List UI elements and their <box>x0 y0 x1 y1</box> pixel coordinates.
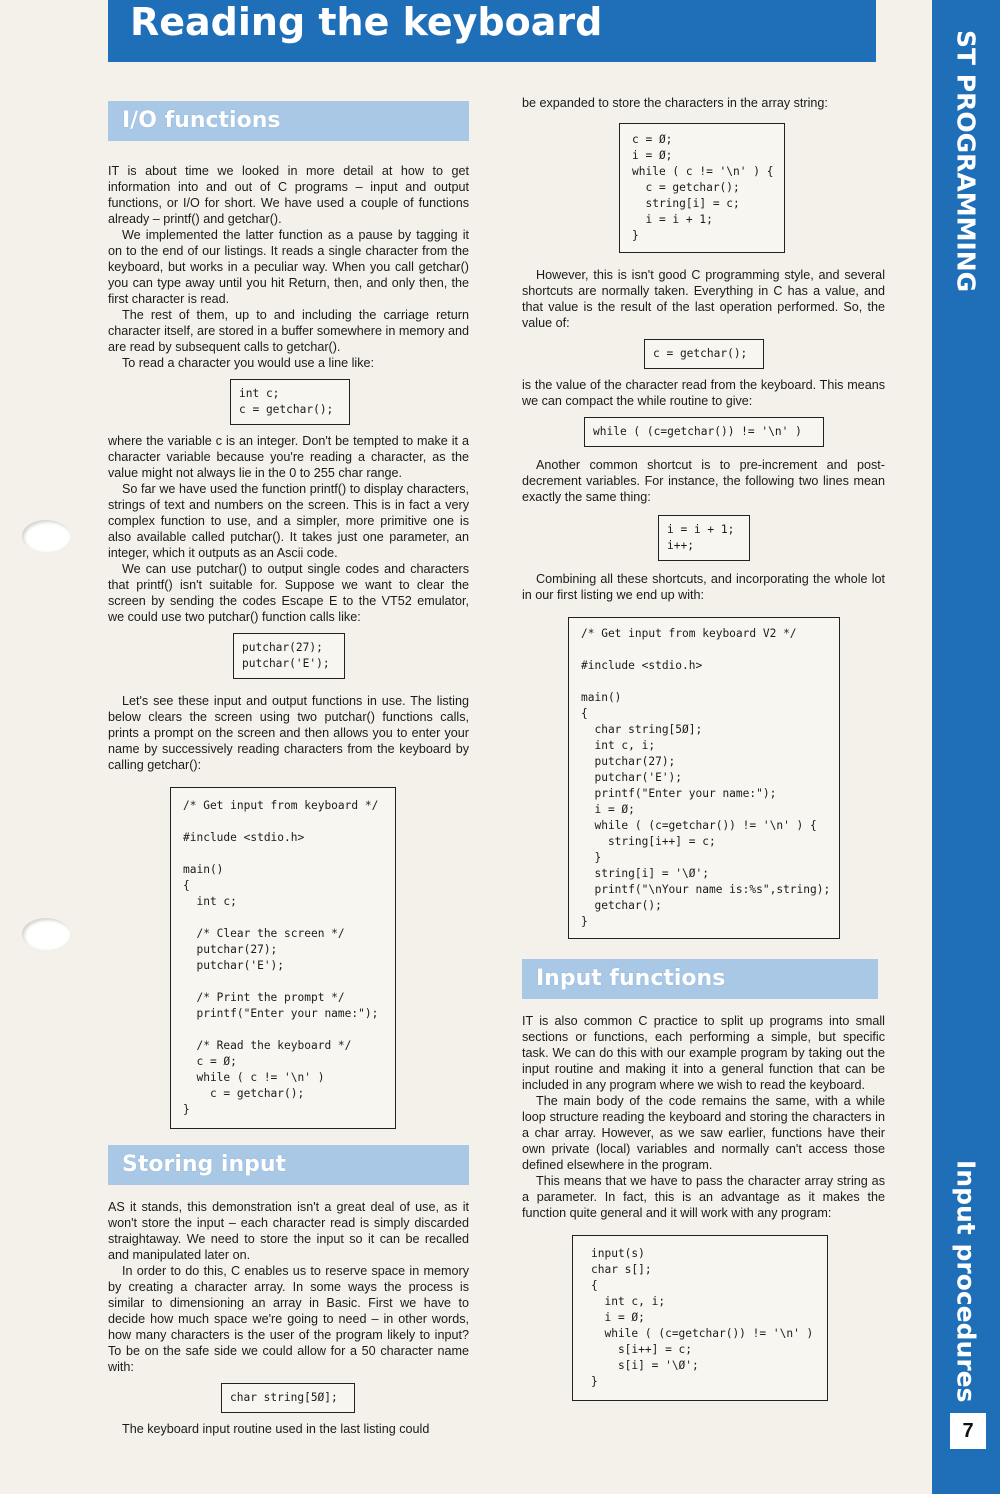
paragraph: The main body of the code remains the same, with a while loop structure reading the keyboard and storing the characters in a char array. However, as we saw earlier, functions have their own private (local) variables and normally can't access those defined elsewhere in the program. <box>522 1094 885 1172</box>
code-block: char string[5Ø]; <box>221 1383 355 1413</box>
paragraph: This means that we have to pass the character array string as a parameter. In fact, this is an advantage as it makes the function quite general and it will work with any program: <box>522 1174 885 1220</box>
paragraph: Let's see these input and output functions in use. The listing below clears the screen using two putchar() functions calls, prints a prompt on the screen and then allows you to enter your name by successively reading characters from the keyboard by calling getchar(): <box>108 694 469 772</box>
section-label-bottom: Input procedures <box>951 1160 981 1403</box>
paragraph: In order to do this, C enables us to reserve space in memory by creating a character array. In some ways the process is similar to dimensioning an array in Basic. First we have to decide how much space we're going to need – in other words, how many characters is the user of the program likely to input? To be on the safe side we could allow for a 50 character name with: <box>108 1264 469 1374</box>
left-column <box>108 101 469 1437</box>
code-block: int c; c = getchar(); <box>230 379 350 425</box>
paragraph: where the variable c is an integer. Don't be tempted to make it a character variable because you're reading a character, as the value might not always lie in the 0 to 255 char range. <box>108 434 469 480</box>
paragraph: The keyboard input routine used in the last listing could <box>122 1422 430 1436</box>
heading-io-functions: I/O functions <box>108 101 469 141</box>
paragraph: So far we have used the function printf() to display characters, strings of text and numbers on the screen. This is in fact a very complex function to use, and a simpler, more primitive one is also available called putchar(). It takes just one parameter, an integer, which it outputs as an Ascii code. <box>108 482 469 560</box>
heading-input-functions: Input functions <box>522 959 878 999</box>
code-listing: /* Get input from keyboard V2 */ #include <stdio.h> main() { char string[5Ø]; int c, i; putchar(27); putchar('E'); printf("Enter your name:"); i = Ø; while ( (c=getchar()) != '\n' ) { string[i++] = c; } string[i] = '\Ø'; printf("\nYour name is:%s",string); getchar(); } <box>568 617 840 939</box>
page-title: Reading the keyboard <box>108 0 876 62</box>
right-column <box>522 95 885 1401</box>
paragraph: To read a character you would use a line like: <box>122 356 375 370</box>
binder-hole <box>22 918 70 950</box>
code-block: putchar(27); putchar('E'); <box>233 633 345 679</box>
code-listing: input(s) char s[]; { int c, i; i = Ø; while ( (c=getchar()) != '\n' ) s[i++] = c; s[i] = '\Ø'; } <box>572 1235 828 1401</box>
paragraph: Combining all these shortcuts, and incorporating the whole lot in our first listing we end up with: <box>522 572 885 602</box>
paragraph: IT is also common C practice to split up programs into small sections or functions, each performing a simple, but specific task. We can do this with our example program by taking out the input routine and making it into a general function that can be included in any program where we wish to read the keyboard. <box>522 1014 885 1092</box>
paragraph: IT is about time we looked in more detail at how to get information into and out of C programs – input and output functions, or I/O for short. We have used a couple of functions already – printf() and getchar(). <box>108 164 469 226</box>
section-label-top: ST PROGRAMMING <box>951 30 981 293</box>
code-listing: /* Get input from keyboard */ #include <stdio.h> main() { int c; /* Clear the screen */ putchar(27); putchar('E'); /* Print the prompt */ printf("Enter your name:"); /* Read the keyboard */ c = Ø; while ( c != '\n' ) c = getchar(); } <box>170 787 396 1129</box>
paragraph: is the value of the character read from the keyboard. This means we can compact the while routine to give: <box>522 378 885 408</box>
paragraph: We can use putchar() to output single codes and characters that printf() isn't suitable for. Suppose we want to clear the screen by sending the codes Escape E to the VT52 emulator, we could use two putchar() function calls like: <box>108 562 469 624</box>
heading-storing-input: Storing input <box>108 1145 469 1185</box>
code-block: c = Ø; i = Ø; while ( c != '\n' ) { c = getchar(); string[i] = c; i = i + 1; } <box>619 123 785 253</box>
page-number: 7 <box>950 1413 986 1449</box>
code-block: i = i + 1; i++; <box>658 515 750 561</box>
binder-hole <box>22 520 70 552</box>
paragraph: However, this is isn't good C programming style, and several shortcuts are normally taken. Everything in C has a value, and that value is the result of the last operation performed. So, the value of: <box>522 268 885 330</box>
paragraph: The rest of them, up to and including the carriage return character itself, are stored in a buffer somewhere in memory and are read by subsequent calls to getchar(). <box>108 308 469 354</box>
code-block: while ( (c=getchar()) != '\n' ) <box>584 417 824 447</box>
paragraph: Another common shortcut is to pre-increment and post-decrement variables. For instance, the following two lines mean exactly the same thing: <box>522 458 885 504</box>
paragraph: We implemented the latter function as a pause by tagging it on to the end of our listings. It reads a single character from the keyboard, but works in a peculiar way. When you call getchar() you can type away until you hit Return, then, and only then, the first character is read. <box>108 228 469 306</box>
paragraph: AS it stands, this demonstration isn't a great deal of use, as it won't store the input – each character read is simply discarded straightaway. We need to store the input so it can be recalled and manipulated later on. <box>108 1200 469 1262</box>
paragraph: be expanded to store the characters in the array string: <box>522 96 828 110</box>
code-block: c = getchar(); <box>644 339 764 369</box>
